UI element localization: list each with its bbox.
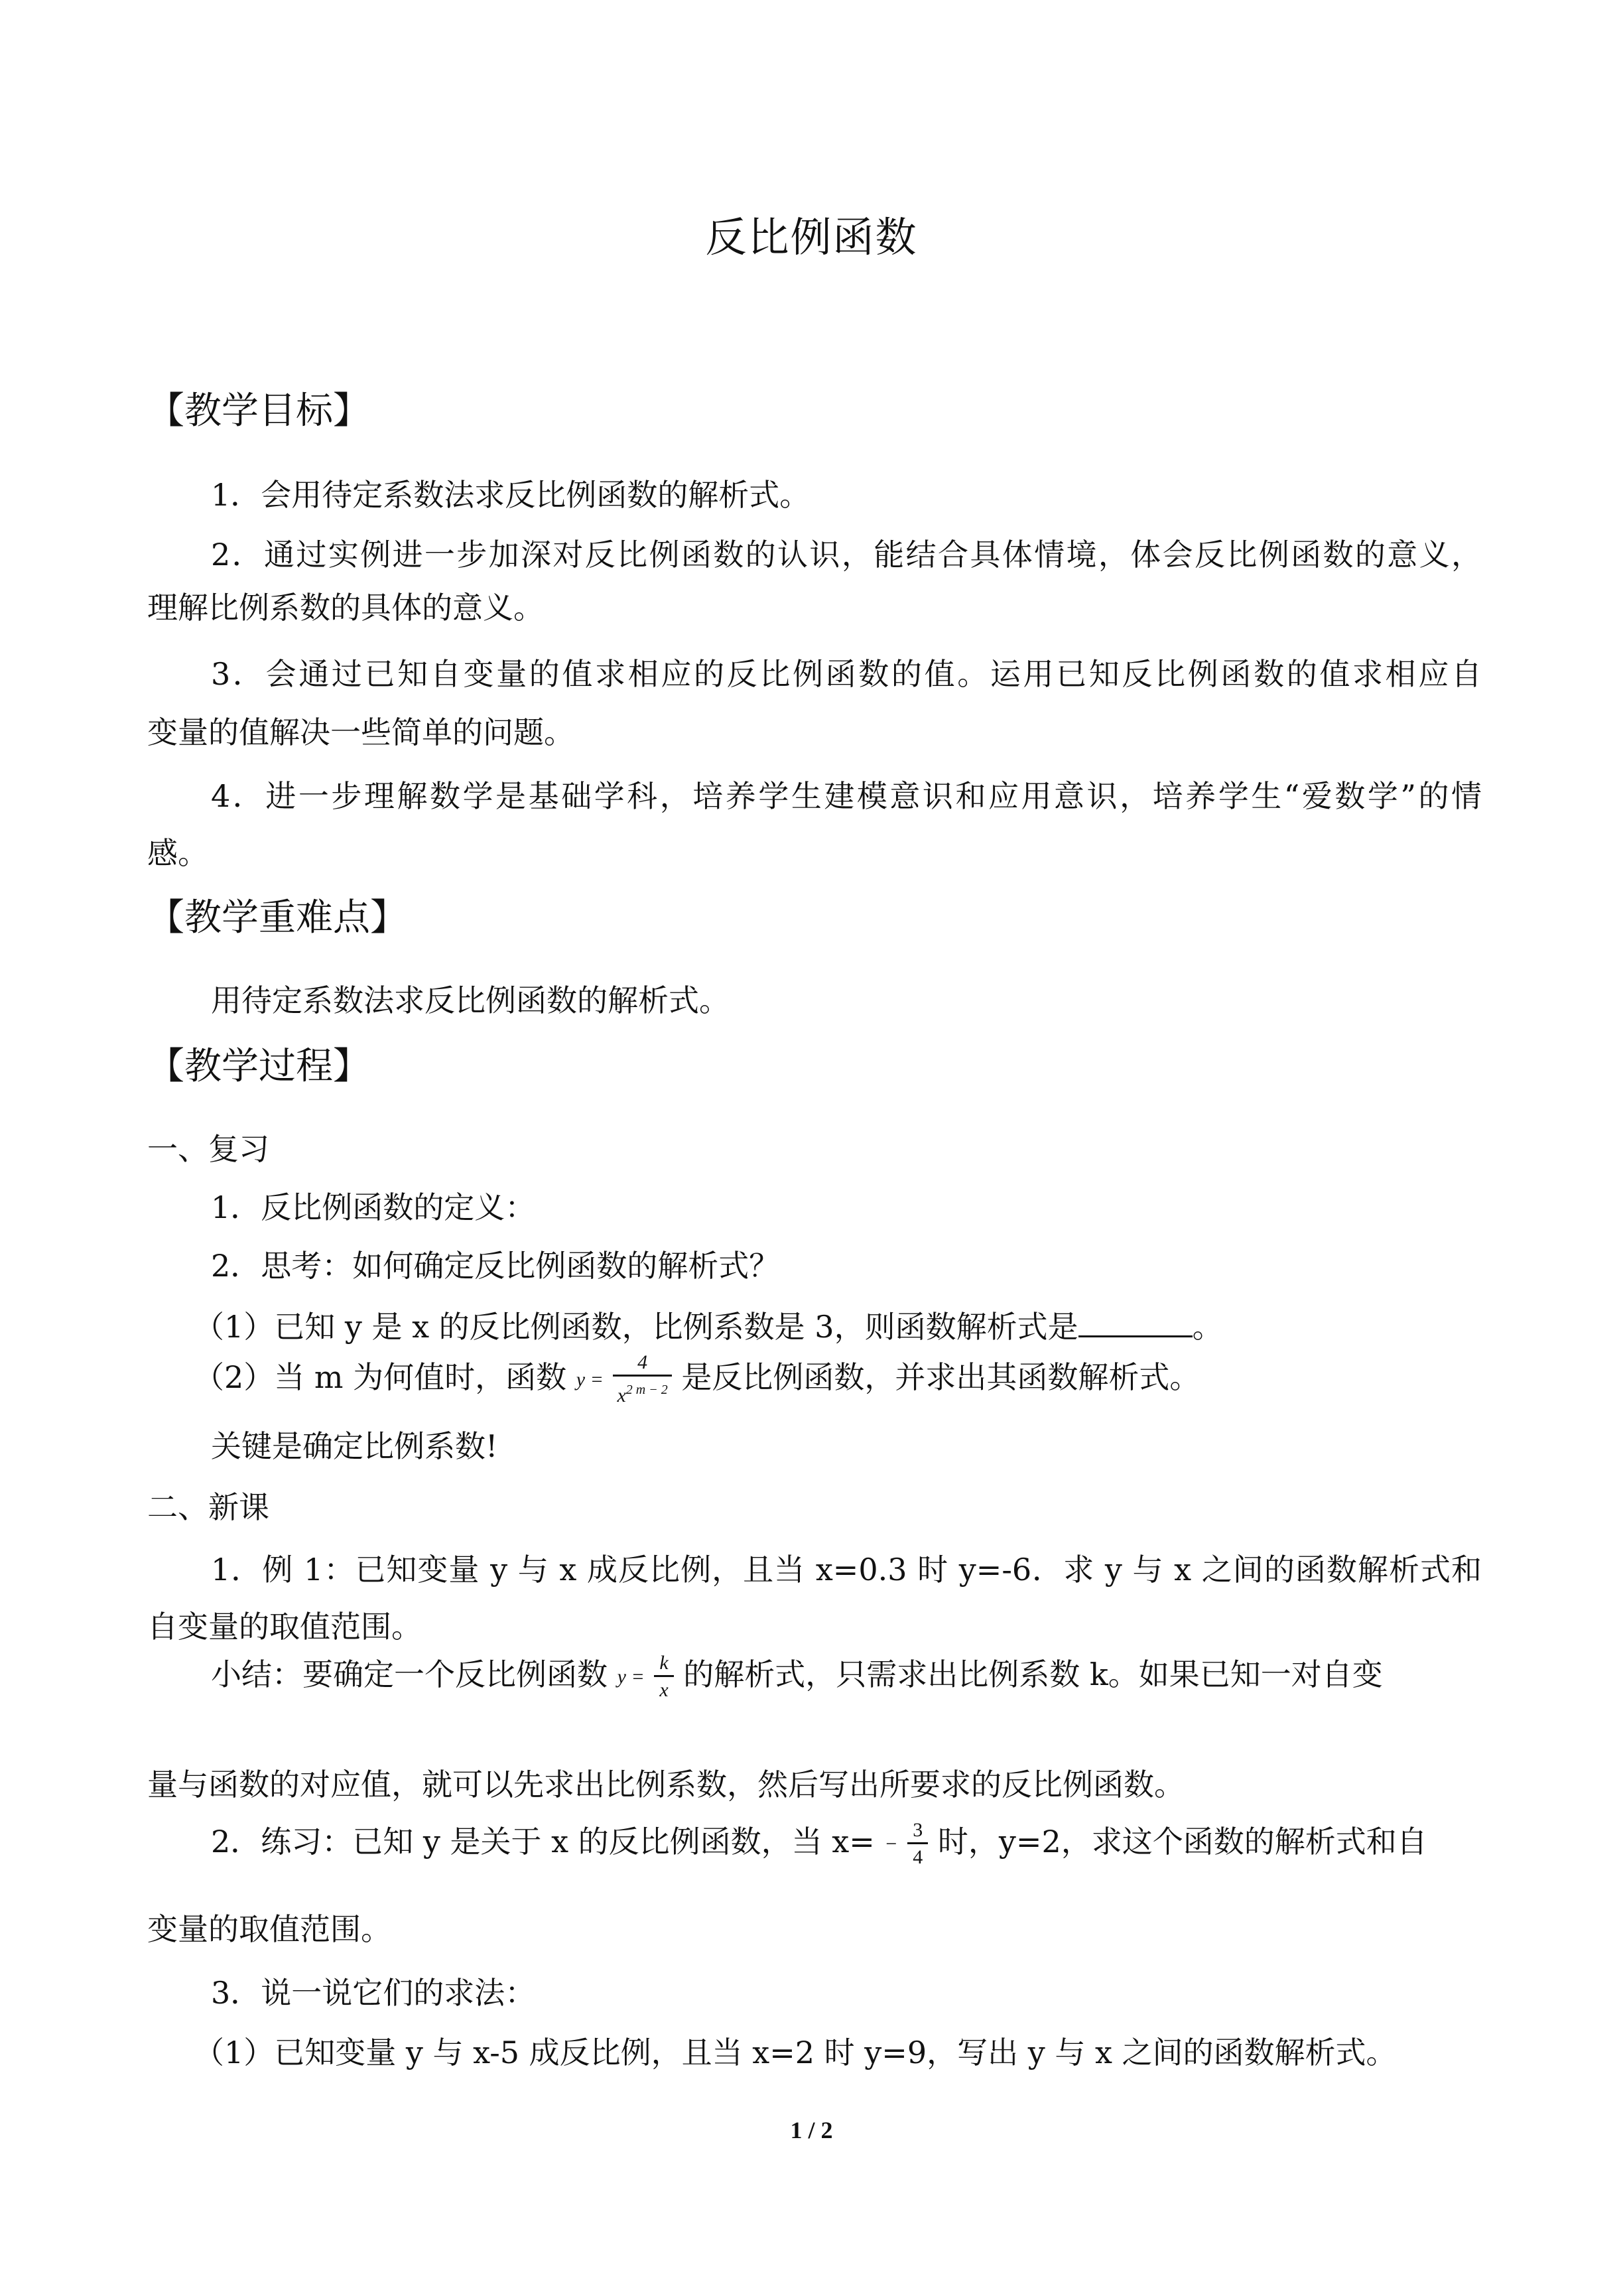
discuss-heading: 3．说一说它们的求法： <box>211 1975 536 2011</box>
goal-4-line2: 感。 <box>147 835 208 871</box>
formula1-den-exponent: 2 m − 2 <box>625 1383 668 1397</box>
practice-text-start: 2．练习：已知 y 是关于 x 的反比例函数，当 x= <box>211 1824 875 1859</box>
goals-heading: 【教学目标】 <box>147 389 370 433</box>
formula2-denominator: x <box>659 1678 669 1701</box>
example-1-line2: 自变量的取值范围。 <box>147 1609 422 1645</box>
new-lesson-heading: 二、新课 <box>147 1489 269 1525</box>
goal-4-line1: 4．进一步理解数学是基础学科，培养学生建模意识和应用意识，培养学生“爱数学”的情 <box>211 778 1482 814</box>
formula2-lhs: y = <box>617 1666 645 1688</box>
example-1-line1: 1．例 1：已知变量 y 与 x 成反比例，且当 x=0.3 时 y=-6．求 y 与 x 之间的函数解析式和 <box>211 1552 1482 1587</box>
review-item-2: 2．思考：如何确定反比例函数的解析式？ <box>211 1248 780 1284</box>
review-item-1: 1．反比例函数的定义： <box>211 1189 536 1225</box>
page-title: 反比例函数 <box>705 213 918 261</box>
practice-line1 <box>211 1818 1482 1871</box>
formula1-denominator <box>613 1377 671 1409</box>
summary-text-start: 小结：要确定一个反比例函数 <box>211 1656 608 1692</box>
summary-line2: 量与函数的对应值，就可以先求出比例系数，然后写出所要求的反比例函数。 <box>147 1767 1185 1802</box>
summary-line1 <box>211 1651 1482 1704</box>
formula1-lhs: y = <box>576 1369 604 1390</box>
key-points-heading: 【教学重难点】 <box>147 896 407 939</box>
review-question-1 <box>194 1303 1482 1351</box>
practice-line2: 变量的取值范围。 <box>147 1911 391 1947</box>
goal-3-line2: 变量的值解决一些简单的问题。 <box>147 714 574 750</box>
key-point-note: 关键是确定比例系数! <box>211 1428 498 1464</box>
goal-3-line1: 3．会通过已知自变量的值求相应的反比例函数的值。运用已知反比例函数的值求相应自 <box>211 656 1482 692</box>
review-question-2 <box>194 1351 1482 1409</box>
goal-2-line1: 2．通过实例进一步加深对反比例函数的认识，能结合具体情境，体会反比例函数的意义， <box>211 537 1482 573</box>
formula2-numerator: k <box>659 1651 669 1674</box>
page-number: 1 / 2 <box>790 2117 833 2143</box>
review-heading: 一、复习 <box>147 1131 269 1167</box>
goal-2-line2: 理解比例系数的具体的意义。 <box>147 590 544 626</box>
review-question-1-text: （1）已知 y 是 x 的反比例函数，比例系数是 3，则函数解析式是 <box>194 1309 1078 1345</box>
formula1-numerator: 4 <box>637 1351 648 1373</box>
formula3-numerator: 3 <box>913 1818 923 1841</box>
formula2-fraction <box>654 1651 673 1704</box>
summary-text-end: 的解析式，只需求出比例系数 k。如果已知一对自变 <box>683 1656 1383 1692</box>
practice-text-end: 时，y=2，求这个函数的解析式和自 <box>937 1824 1427 1859</box>
review-question-2-end: 是反比例函数，并求出其函数解析式。 <box>681 1359 1201 1395</box>
discuss-item-1: （1）已知变量 y 与 x-5 成反比例，且当 x=2 时 y=9，写出 y 与 x 之间的函数解析式。 <box>194 2035 1397 2070</box>
answer-blank <box>1078 1304 1193 1337</box>
formula1-den-base: x <box>617 1384 626 1406</box>
process-heading: 【教学过程】 <box>147 1045 370 1088</box>
formula3-denominator: 4 <box>913 1846 923 1868</box>
formula3-fraction <box>907 1818 928 1871</box>
key-points-text: 用待定系数法求反比例函数的解析式。 <box>211 982 730 1018</box>
goal-1: 1．会用待定系数法求反比例函数的解析式。 <box>211 477 811 513</box>
review-question-1-end: 。 <box>1192 1309 1223 1345</box>
formula1-fraction <box>613 1351 671 1409</box>
review-question-2-text: （2）当 m 为何值时，函数 <box>194 1359 567 1395</box>
formula3-sign: − <box>884 1833 898 1855</box>
